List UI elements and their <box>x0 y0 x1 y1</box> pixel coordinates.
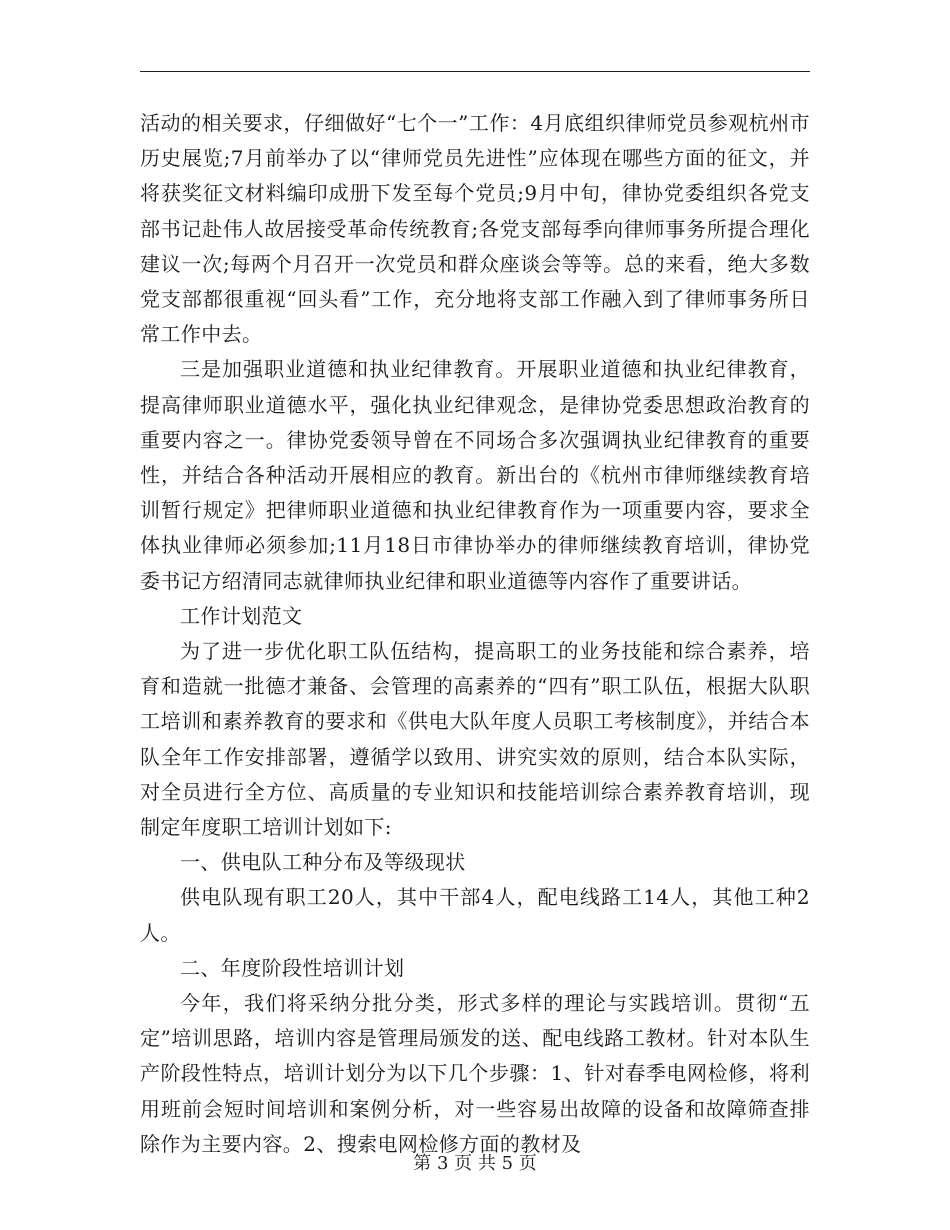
paragraph-staff-status: 供电队现有职工20人，其中干部4人，配电线路工14人，其他工种2人。 <box>140 885 810 945</box>
header-rule <box>140 71 810 72</box>
paragraph-continued: 活动的相关要求，仔细做好“七个一”工作：4月底组织律师党员参观杭州市历史展览;7月前举办了以“律师党员先进性”应体现在哪些方面的征文，并将获奖征文材料编印成册下发至每个党员;9月中旬，律协党委组织各党支部书记赴伟人故居接受革命传统教育;各党支部每季向律师事务所提合理化建议一次;每两个月召开一次党员和群众座谈会等等。总的来看，绝大多数党支部都很重视“回头看”工作，充分地将支部工作融入到了律师事务所日常工作中去。 <box>140 111 810 347</box>
document-body <box>140 106 810 1162</box>
section-heading-work-plan: 工作计划范文 <box>180 603 303 628</box>
paragraph-ethics-education: 三是加强职业道德和执业纪律教育。开展职业道德和执业纪律教育，提高律师职业道德水平，强化执业纪律观念，是律协党委思想政治教育的重要内容之一。律协党委领导曾在不同场合多次强调执业纪律教育的重要性，并结合各种活动开展相应的教育。新出台的《杭州市律师继续教育培训暂行规定》把律师职业道德和执业纪律教育作为一项重要内容，要求全体执业律师必须参加;11月18日市律协举办的律师继续教育培训，律协党委书记方绍清同志就律师执业纪律和职业道德等内容作了重要讲话。 <box>140 357 810 593</box>
page-number: 第 3 页 共 5 页 <box>413 1153 537 1174</box>
section-heading-1: 一、供电队工种分布及等级现状 <box>180 850 466 875</box>
paragraph-training-plan: 今年，我们将采纳分批分类，形式多样的理论与实践培训。贯彻“五定”培训思路，培训内容是管理局颁发的送、配电线路工教材。针对本队生产阶段性特点，培训计划分为以下几个步骤：1、针对春季电网检修，将利用班前会短时间培训和案例分析，对一些容易出故障的设备和故障筛查排除作为主要内容。2、搜索电网检修方面的教材及 <box>140 991 810 1156</box>
section-heading-2: 二、年度阶段性培训计划 <box>180 955 405 980</box>
paragraph-plan-intro: 为了进一步优化职工队伍结构，提高职工的业务技能和综合素养，培育和造就一批德才兼备、会管理的高素养的“四有”职工队伍，根据大队职工培训和素养教育的要求和《供电大队年度人员职工考核制度》，并结合本队全年工作安排部署，遵循学以致用、讲究实效的原则，结合本队实际，对全员进行全方位、高质量的专业知识和技能培训综合素养教育培训，现制定年度职工培训计划如下: <box>140 639 810 840</box>
